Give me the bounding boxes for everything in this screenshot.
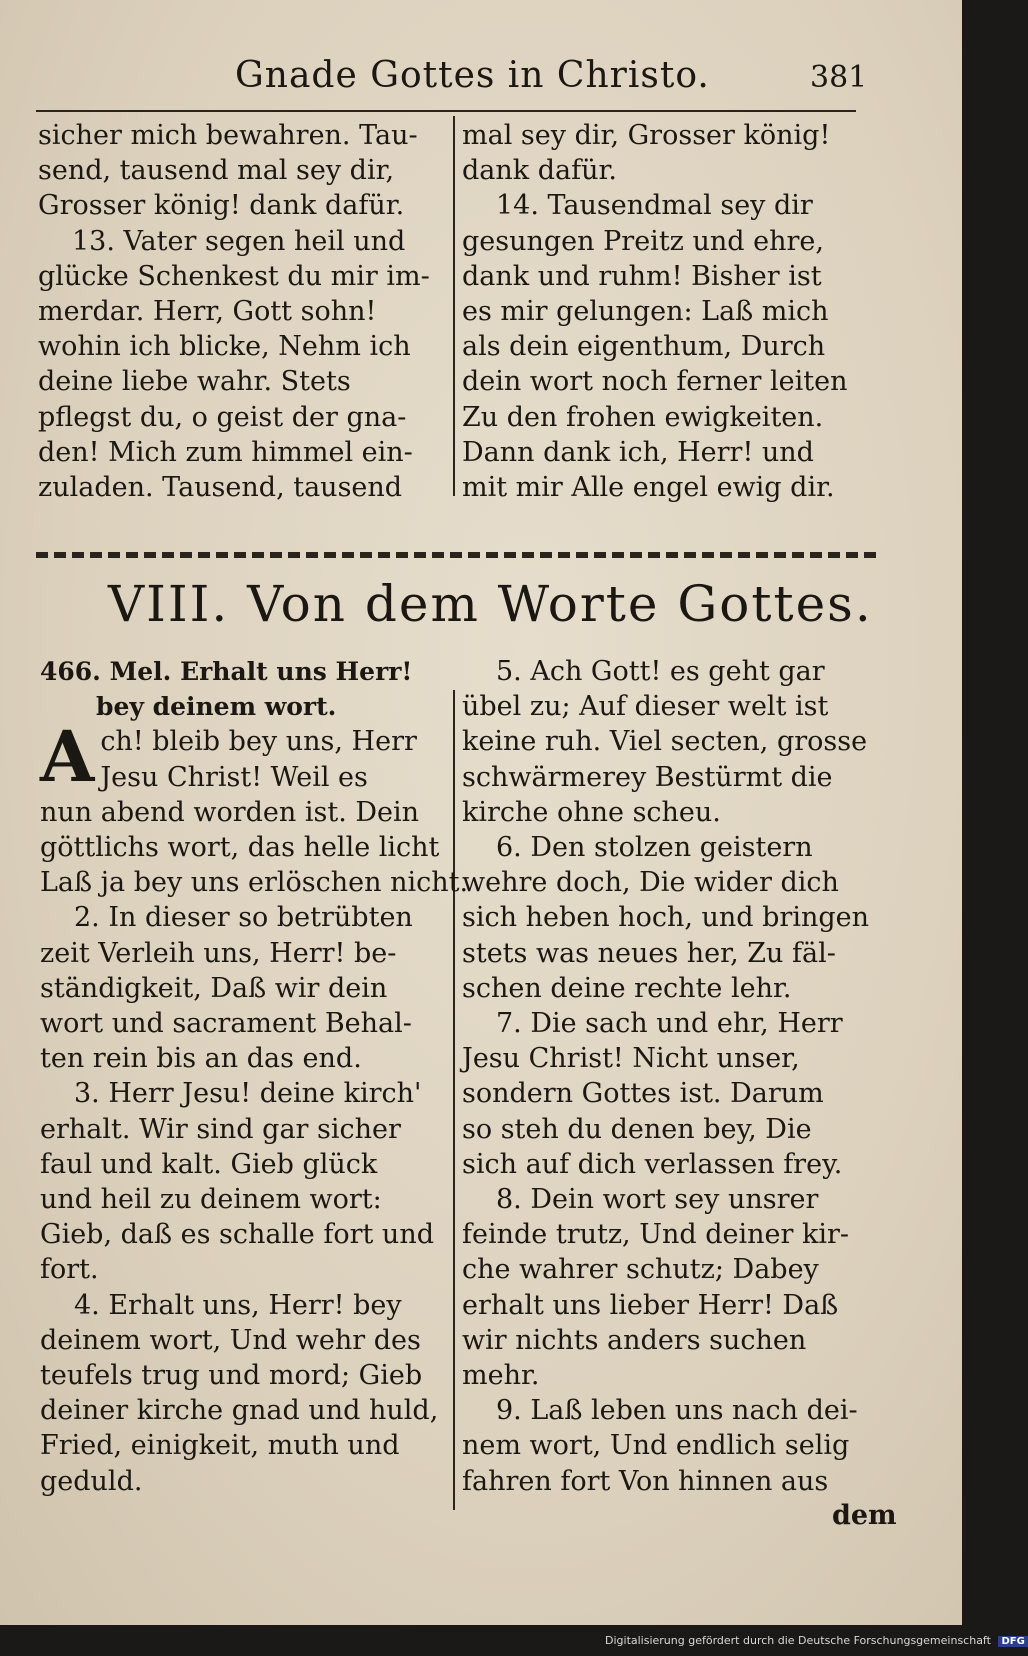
text-line: geduld.	[40, 1465, 143, 1497]
running-header: Gnade Gottes in Christo.	[235, 55, 710, 96]
text-line: dank dafür.	[462, 155, 617, 187]
text-line: sich heben hoch, und bringen	[462, 902, 870, 934]
text-line: 6. Den stolzen geistern	[496, 832, 813, 864]
text-line: 2. In dieser so betrübten	[74, 902, 413, 934]
top-right-column	[462, 118, 880, 505]
text-line: erhalt. Wir sind gar sicher	[40, 1113, 401, 1145]
hymn-opening	[40, 715, 458, 799]
text-line: che wahrer schutz; Dabey	[462, 1254, 819, 1286]
text-line: kirche ohne scheu.	[462, 796, 721, 828]
text-line: merdar. Herr, Gott sohn!	[38, 296, 377, 328]
text-line: schen deine rechte lehr.	[462, 972, 792, 1004]
text-line: Fried, einigkeit, muth und	[40, 1430, 400, 1462]
dfg-logo: DFG	[998, 1636, 1027, 1647]
text-line: wir nichts anders suchen	[462, 1324, 807, 1356]
text-line: nem wort, Und endlich selig	[462, 1430, 850, 1462]
text-line: ten rein bis an das end.	[40, 1043, 362, 1075]
top-left-column	[38, 118, 456, 505]
text-line: als dein eigenthum, Durch	[462, 331, 826, 363]
funding-credit: Digitalisierung gefördert durch die Deutsche Forschungsgemeinschaft	[605, 1634, 991, 1647]
hymn-left-column	[40, 654, 469, 1499]
text-line: stets was neues her, Zu fäl-	[462, 937, 836, 969]
page-number: 381	[810, 60, 868, 95]
text-line: keine ruh. Viel secten, grosse	[462, 726, 868, 758]
text-line: göttlichs wort, das helle licht	[40, 832, 440, 864]
text-line: 9. Laß leben uns nach dei-	[496, 1395, 858, 1427]
text-line: erhalt uns lieber Herr! Daß	[462, 1289, 839, 1321]
text-line: dein wort noch ferner leiten	[462, 366, 848, 398]
text-line: nun abend worden ist. Dein	[40, 796, 420, 828]
text-line: mehr.	[462, 1360, 540, 1392]
text-line: Jesu Christ! Nicht unser,	[462, 1043, 800, 1075]
text-line: pflegst du, o geist der gna-	[38, 401, 407, 433]
text-line: den! Mich zum himmel ein-	[38, 436, 413, 468]
text-line: wohin ich blicke, Nehm ich	[38, 331, 411, 363]
text-line: dank und ruhm! Bisher ist	[462, 260, 822, 292]
text-line: wort und sacrament Behal-	[40, 1008, 412, 1040]
text-line: feinde trutz, Und deiner kir-	[462, 1219, 850, 1251]
text-line: ständigkeit, Daß wir dein	[40, 972, 388, 1004]
text-line: glücke Schenkest du mir im-	[38, 260, 430, 292]
header-rule	[36, 110, 856, 112]
text-line: send, tausend mal sey dir,	[38, 155, 395, 187]
text-line: Grosser könig! dank dafür.	[38, 190, 405, 222]
text-line: zuladen. Tausend, tausend	[38, 472, 403, 504]
text-line: mal sey dir, Grosser könig!	[462, 120, 831, 151]
text-line: ch! bleib bey uns, Herr	[100, 726, 417, 758]
hymn-melody-continued: bey deinem wort.	[96, 692, 337, 722]
drop-cap: A	[40, 715, 95, 799]
section-divider	[36, 552, 876, 558]
catchword: dem	[832, 1500, 897, 1531]
text-line: fort.	[40, 1254, 99, 1286]
text-line: Zu den frohen ewigkeiten.	[462, 401, 824, 433]
text-line: Jesu Christ! Weil es	[100, 761, 368, 793]
text-line: fahren fort Von hinnen aus	[462, 1465, 829, 1497]
text-line: wehre doch, Die wider dich	[462, 867, 839, 899]
text-line: Gieb, daß es schalle fort und	[40, 1219, 434, 1251]
text-line: und heil zu deinem wort:	[40, 1184, 382, 1216]
text-line: deine liebe wahr. Stets	[38, 366, 351, 398]
text-line: 4. Erhalt uns, Herr! bey	[74, 1289, 402, 1321]
text-line: 3. Herr Jesu! deine kirch'	[74, 1078, 422, 1110]
hymn-right-column	[462, 654, 880, 1499]
text-line: 5. Ach Gott! es geht gar	[496, 656, 825, 687]
section-title: VIII. Von dem Worte Gottes.	[108, 575, 873, 633]
text-line: mit mir Alle engel ewig dir.	[462, 472, 835, 504]
hymn-melody: 466. Mel. Erhalt uns Herr!	[40, 657, 413, 686]
text-line: so steh du denen bey, Die	[462, 1113, 812, 1145]
text-line: zeit Verleih uns, Herr! be-	[40, 937, 397, 969]
text-line: 13. Vater segen heil und	[72, 225, 406, 257]
text-line: 14. Tausendmal sey dir	[496, 190, 813, 222]
text-line: faul und kalt. Gieb glück	[40, 1148, 378, 1180]
text-line: sicher mich bewahren. Tau-	[38, 120, 418, 151]
text-line: schwärmerey Bestürmt die	[462, 761, 833, 793]
text-line: es mir gelungen: Laß mich	[462, 296, 829, 328]
text-line: sondern Gottes ist. Darum	[462, 1078, 824, 1110]
text-line: übel zu; Auf dieser welt ist	[462, 691, 829, 723]
text-line: 8. Dein wort sey unsrer	[496, 1184, 819, 1216]
text-line: teufels trug und mord; Gieb	[40, 1360, 423, 1392]
text-line: deinem wort, Und wehr des	[40, 1324, 421, 1356]
text-line: deiner kirche gnad und huld,	[40, 1395, 439, 1427]
text-line: 7. Die sach und ehr, Herr	[496, 1008, 843, 1040]
text-line: Dann dank ich, Herr! und	[462, 436, 814, 468]
text-line: Laß ja bey uns erlöschen nicht.	[40, 867, 469, 899]
text-line: gesungen Preitz und ehre,	[462, 225, 824, 257]
digitization-footer	[605, 1634, 1028, 1647]
text-line: sich auf dich verlassen frey.	[462, 1148, 843, 1180]
